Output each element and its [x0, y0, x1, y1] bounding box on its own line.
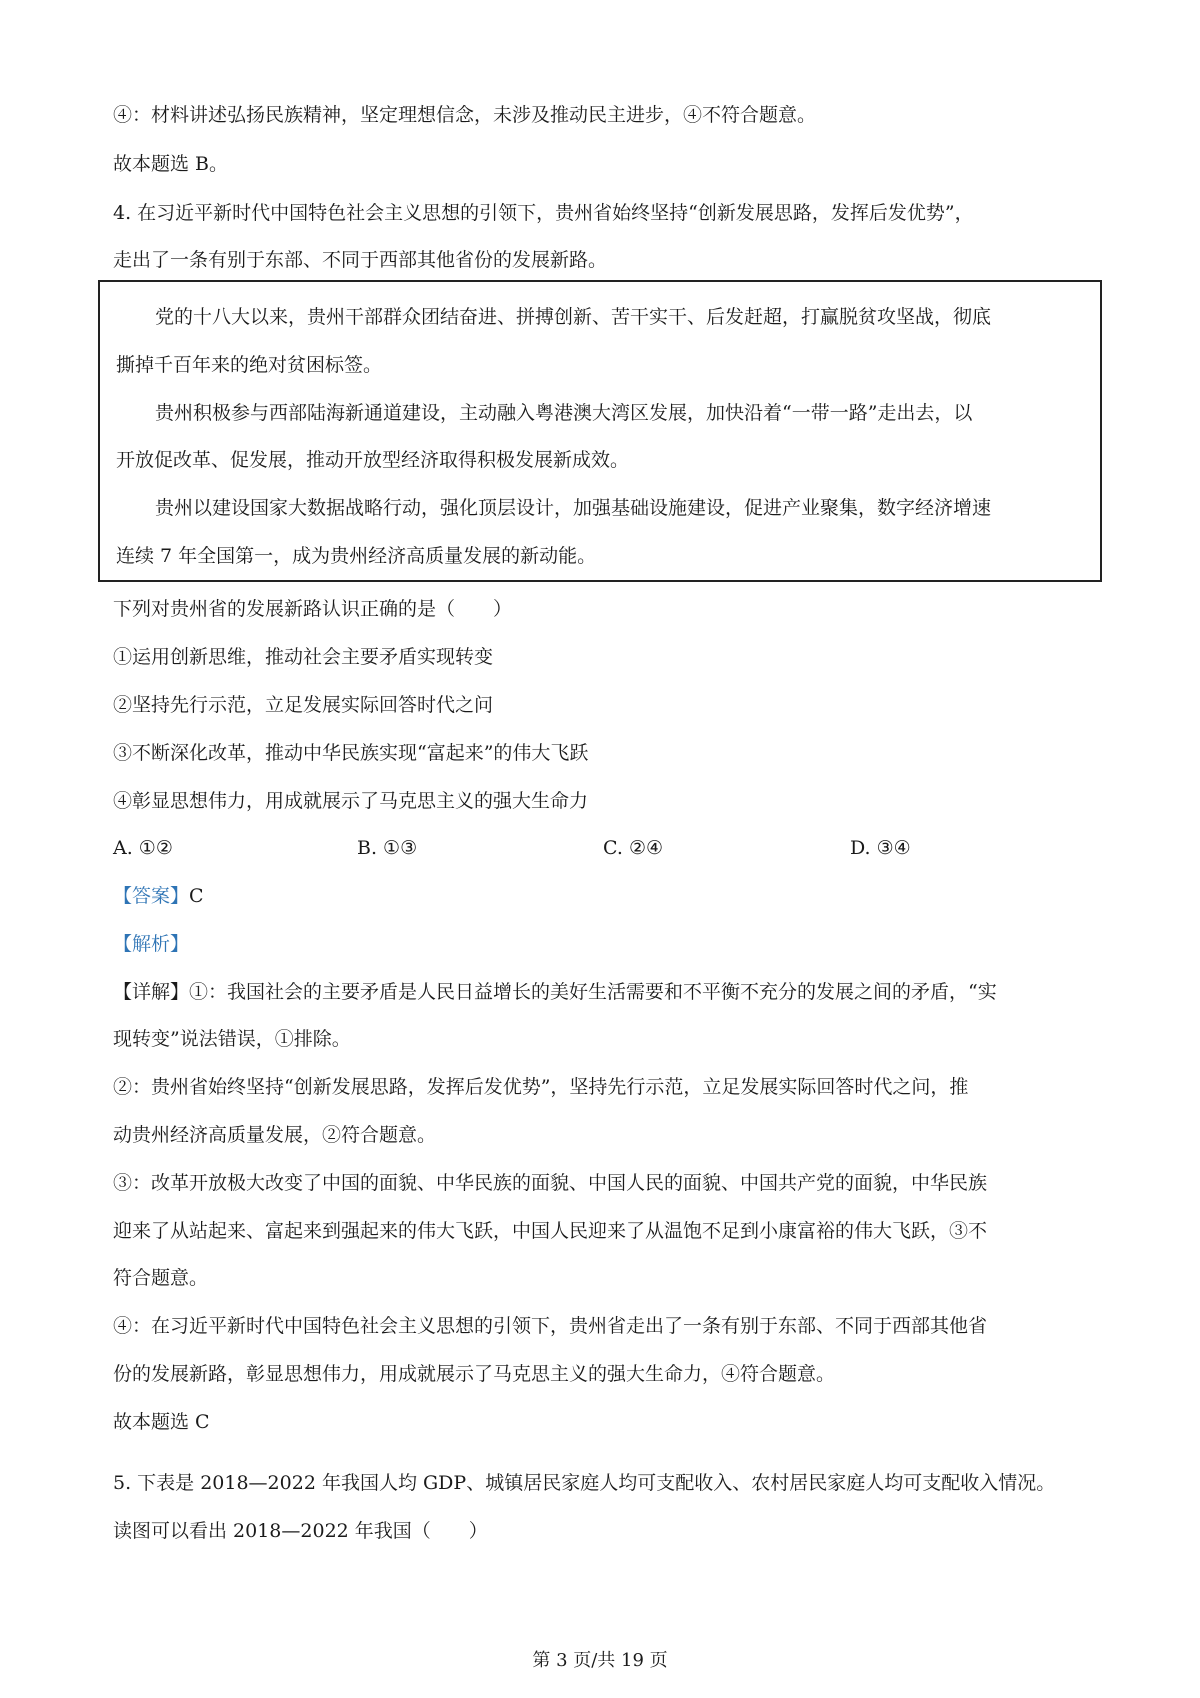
material-p1-line2: 撕掉千百年来的绝对贫困标签。 [116, 354, 383, 376]
q4-stem-line2: 走出了一条有别于东部、不同于西部其他省份的发展新路。 [113, 249, 608, 271]
option-d: D. ③④ [850, 837, 911, 859]
option-c: C. ②④ [603, 837, 664, 859]
option-a: A. ①② [113, 837, 173, 859]
page-footer: 第 3 页/共 19 页 [532, 1650, 668, 1671]
prev-item4-note: ④：材料讲述弘扬民族精神，坚定理想信念，未涉及推动民主进步，④不符合题意。 [113, 104, 817, 126]
material-p2-line1: 贵州积极参与西部陆海新通道建设，主动融入粤港澳大湾区发展，加快沿着“一带一路”走出去，以 [155, 402, 973, 424]
answer-tag: 【答案】 [113, 885, 190, 907]
analysis-line [113, 932, 189, 956]
q4-conclusion: 故本题选 C [113, 1411, 210, 1433]
q4-stem-line1: 4. 在习近平新时代中国特色社会主义思想的引领下，贵州省始终坚持“创新发展思路，发挥后发优势”， [113, 202, 974, 224]
q4-question: 下列对贵州省的发展新路认识正确的是（ ） [113, 598, 513, 620]
detail-1-text: ①：我国社会的主要矛盾是人民日益增长的美好生活需要和不平衡不充分的发展之间的矛盾，“实 [189, 981, 997, 1003]
detail-3-line3: 符合题意。 [113, 1267, 209, 1289]
material-p3-line1: 贵州以建设国家大数据战略行动，强化顶层设计，加强基础设施建设，促进产业聚集，数字经济增速 [155, 497, 992, 519]
detail-4-line2: 份的发展新路，彰显思想伟力，用成就展示了马克思主义的强大生命力，④符合题意。 [113, 1363, 836, 1385]
statement-3: ③不断深化改革，推动中华民族实现“富起来”的伟大飞跃 [113, 742, 589, 764]
detail-2-line1: ②：贵州省始终坚持“创新发展思路，发挥后发优势”，坚持先行示范，立足发展实际回答时代之问，推 [113, 1076, 969, 1098]
detail-tag: 【详解】 [113, 981, 190, 1003]
analysis-tag: 【解析】 [113, 933, 190, 955]
prev-conclusion: 故本题选 B。 [113, 153, 229, 175]
q5-stem-line2: 读图可以看出 2018—2022 年我国（ ） [113, 1520, 488, 1542]
q5-stem-line1: 5. 下表是 2018—2022 年我国人均 GDP、城镇居民家庭人均可支配收入、农村居民家庭人均可支配收入情况。 [113, 1472, 1056, 1494]
detail-1-line2: 现转变”说法错误，①排除。 [113, 1028, 351, 1050]
detail-4-line1: ④：在习近平新时代中国特色社会主义思想的引领下，贵州省走出了一条有别于东部、不同于西部其他省 [113, 1315, 988, 1337]
answer-value: C [189, 885, 204, 907]
material-p2-line2: 开放促改革、促发展，推动开放型经济取得积极发展新成效。 [116, 449, 630, 471]
detail-1-line1 [113, 980, 997, 1004]
detail-3-line2: 迎来了从站起来、富起来到强起来的伟大飞跃，中国人民迎来了从温饱不足到小康富裕的伟大飞跃，③不 [113, 1220, 988, 1242]
material-p1-line1: 党的十八大以来，贵州干部群众团结奋进、拼搏创新、苦干实干、后发赶超，打赢脱贫攻坚战，彻底 [155, 306, 992, 328]
statement-1: ①运用创新思维，推动社会主要矛盾实现转变 [113, 646, 494, 668]
detail-2-line2: 动贵州经济高质量发展，②符合题意。 [113, 1124, 437, 1146]
statement-4: ④彰显思想伟力，用成就展示了马克思主义的强大生命力 [113, 790, 589, 812]
answer-line [113, 884, 204, 908]
material-box [98, 280, 1102, 582]
material-p3-line2: 连续 7 年全国第一，成为贵州经济高质量发展的新动能。 [116, 545, 597, 567]
detail-3-line1: ③：改革开放极大改变了中国的面貌、中华民族的面貌、中国人民的面貌、中国共产党的面貌，中华民族 [113, 1172, 988, 1194]
option-b: B. ①③ [357, 837, 418, 859]
statement-2: ②坚持先行示范，立足发展实际回答时代之问 [113, 694, 494, 716]
